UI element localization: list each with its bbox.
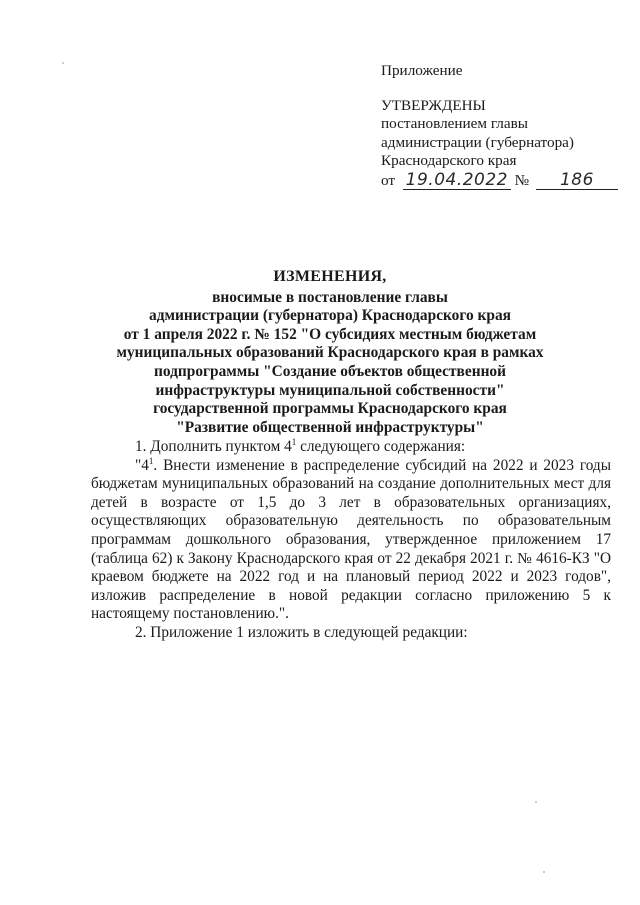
scan-speck: [543, 871, 545, 873]
heading-line: государственной программы Краснодарского края: [153, 400, 507, 418]
paragraph-item-1: [91, 438, 611, 457]
item1-superscript: 1: [291, 437, 297, 447]
item1-prefix: 1. Дополнить пунктом 4: [135, 438, 292, 455]
paragraph-item-2: 2. Приложение 1 изложить в следующей редакции:: [135, 623, 468, 641]
heading-line: "Развитие общественной инфраструктуры": [176, 418, 484, 436]
number-field: [536, 169, 618, 190]
handwritten-number: 186: [559, 169, 594, 190]
scan-speck: [535, 801, 537, 803]
number-prefix: №: [514, 171, 530, 189]
heading-line: подпрограммы "Создание объектов общественной: [154, 362, 506, 380]
scan-speck: [62, 62, 64, 64]
date-prefix: от: [381, 171, 396, 189]
appendix-label: Приложение: [381, 62, 463, 79]
heading-line: инфраструктуры муниципальной собственности": [155, 381, 505, 399]
quote-prefix: "4: [135, 456, 149, 474]
paragraph-quote: [91, 457, 611, 624]
approval-line: Краснодарского края: [381, 152, 517, 169]
heading-line: от 1 апреля 2022 г. № 152 "О субсидиях местным бюджетам: [123, 325, 537, 343]
item1-suffix: следующего содержания:: [296, 438, 466, 455]
document-heading: [70, 268, 590, 437]
handwritten-date: 19.04.2022: [405, 169, 508, 190]
quote-text: . Внести изменение в распределение субсидий на 2022 и 2023 годы бюджетам муниципальных образований на создание дополнительных мест для детей в возрасте от 1,5 до 3 лет в образовательных организациях, осуществляющих образовательную деятельность по образовательным программам дошкольного образования, утвержденное приложением 17 (таблица 62) к Закону Краснодарского края от 22 декабря 2021 г. № 4616-КЗ "О краевом бюджете на 2022 год и на плановый период 2022 и 2023 годов", изложив распределение в новой редакции согласно приложению 5 к настоящему постановлению.".: [91, 456, 611, 623]
approved-label: УТВЕРЖДЕНЫ: [381, 96, 486, 114]
quote-superscript: 1: [148, 455, 154, 466]
date-field: [403, 169, 511, 190]
heading-line: вносимые в постановление главы: [212, 288, 448, 306]
heading-line: администрации (губернатора) Краснодарского края: [149, 307, 511, 325]
heading-title: ИЗМЕНЕНИЯ,: [273, 268, 387, 285]
date-number-row: [381, 169, 621, 191]
document-body: [91, 438, 611, 643]
approval-line: администрации (губернатора): [381, 133, 574, 151]
approval-line: постановлением главы: [381, 115, 528, 132]
approval-block: [381, 62, 621, 190]
heading-line: муниципальных образований Краснодарского края в рамках: [116, 344, 544, 362]
